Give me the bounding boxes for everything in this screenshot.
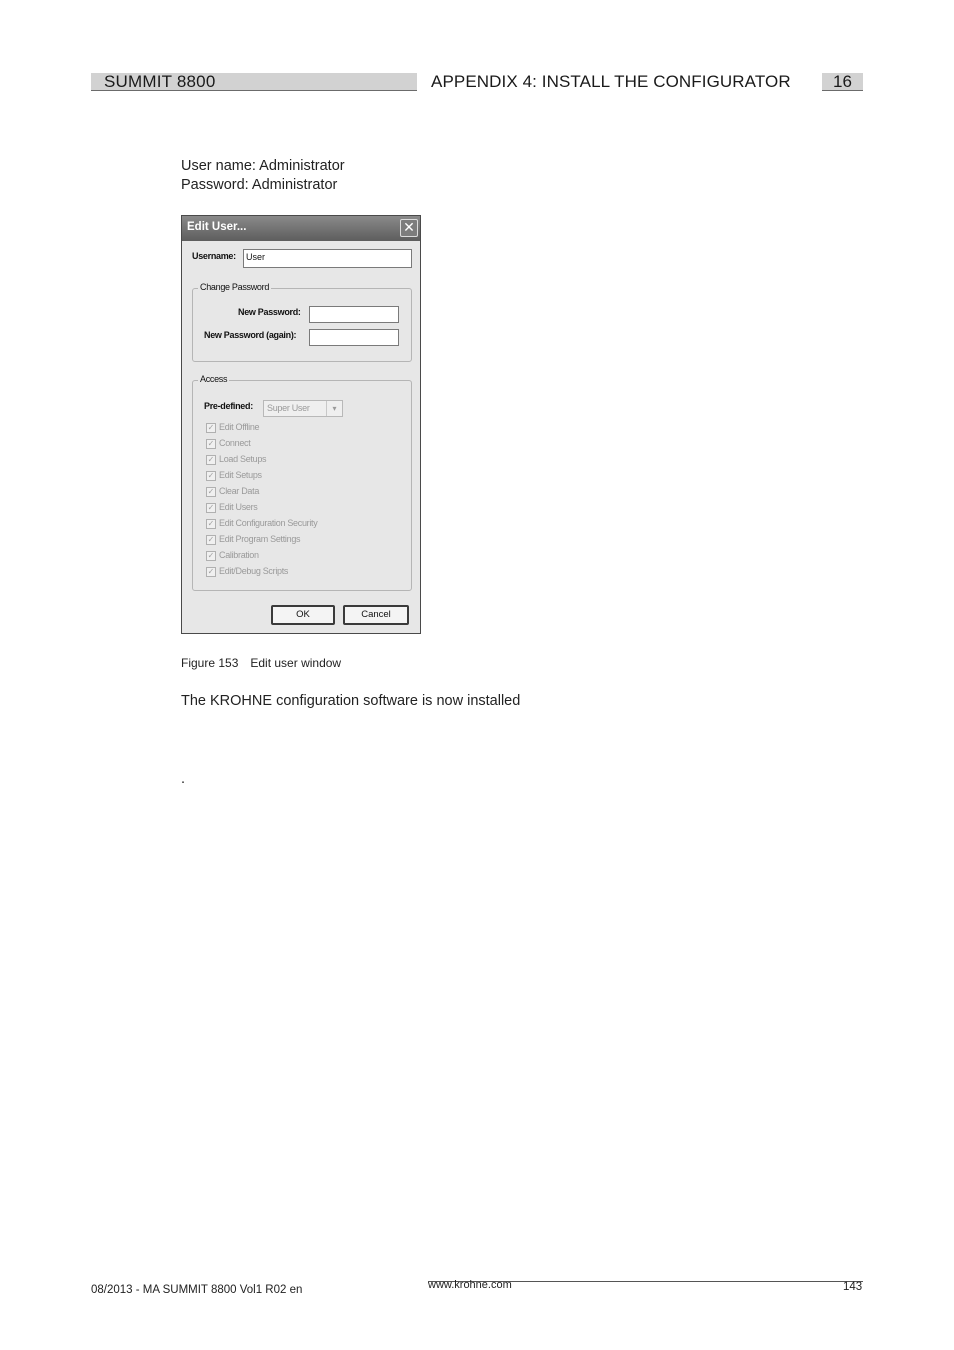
password-line: Password: Administrator — [181, 177, 338, 193]
check-icon: ✓ — [207, 439, 215, 448]
footer-doc-ref: 08/2013 - MA SUMMIT 8800 Vol1 R02 en — [91, 1284, 303, 1296]
change-password-group — [192, 282, 412, 362]
username-line: User name: Administrator — [181, 158, 345, 174]
dialog-title: Edit User... — [187, 221, 247, 233]
check-icon: ✓ — [207, 535, 215, 544]
check-icon: ✓ — [207, 519, 215, 528]
dialog-titlebar — [182, 216, 420, 241]
ok-button[interactable]: OK — [271, 605, 335, 625]
new-password-again-label: New Password (again): — [204, 330, 297, 340]
checkbox-label: Edit Users — [219, 502, 258, 512]
header-chapter-number: 16 — [822, 73, 863, 91]
username-label: Username: — [192, 251, 236, 261]
close-icon[interactable]: ✕ — [400, 219, 418, 237]
header-section-title: APPENDIX 4: INSTALL THE CONFIGURATOR — [431, 72, 791, 91]
check-icon: ✓ — [207, 455, 215, 464]
stray-period: . — [181, 771, 186, 787]
checkbox-label: Edit Offline — [219, 422, 260, 432]
checkbox-label: Connect — [219, 438, 251, 448]
checkbox-label: Clear Data — [219, 486, 260, 496]
predefined-select[interactable] — [263, 400, 343, 417]
checkbox-label: Edit Program Settings — [219, 534, 301, 544]
check-icon: ✓ — [207, 503, 215, 512]
checkbox-label: Load Setups — [219, 454, 267, 464]
check-icon: ✓ — [207, 487, 215, 496]
cancel-button[interactable]: Cancel — [343, 605, 409, 625]
header-product-bar — [91, 73, 417, 91]
footer-page-number: 143 — [843, 1281, 863, 1293]
change-password-legend: Change Password — [200, 282, 270, 292]
figure-caption — [181, 656, 341, 670]
header-product: SUMMIT 8800 — [104, 72, 216, 91]
checkbox-label: Edit Setups — [219, 470, 262, 480]
predefined-label: Pre-defined: — [204, 401, 253, 411]
check-icon: ✓ — [207, 423, 215, 432]
figure-title: Edit user window — [250, 656, 342, 670]
checkbox-label: Calibration — [219, 550, 259, 560]
check-icon: ✓ — [207, 567, 215, 576]
new-password-input[interactable] — [309, 306, 399, 323]
chevron-down-icon: ▾ — [326, 401, 342, 416]
new-password-label: New Password: — [238, 307, 301, 317]
installed-text: The KROHNE configuration software is now installed — [181, 693, 521, 709]
footer-website: www.krohne.com — [428, 1279, 512, 1291]
check-icon: ✓ — [207, 551, 215, 560]
predefined-value: Super User — [267, 403, 310, 413]
checkbox-label: Edit Configuration Security — [219, 518, 318, 528]
check-icon: ✓ — [207, 471, 215, 480]
access-legend: Access — [200, 374, 228, 384]
edit-user-dialog — [181, 215, 421, 634]
checkbox-label: Edit/Debug Scripts — [219, 566, 289, 576]
username-input[interactable]: User — [243, 249, 412, 268]
new-password-again-input[interactable] — [309, 329, 399, 346]
figure-number: Figure 153 — [181, 656, 239, 670]
